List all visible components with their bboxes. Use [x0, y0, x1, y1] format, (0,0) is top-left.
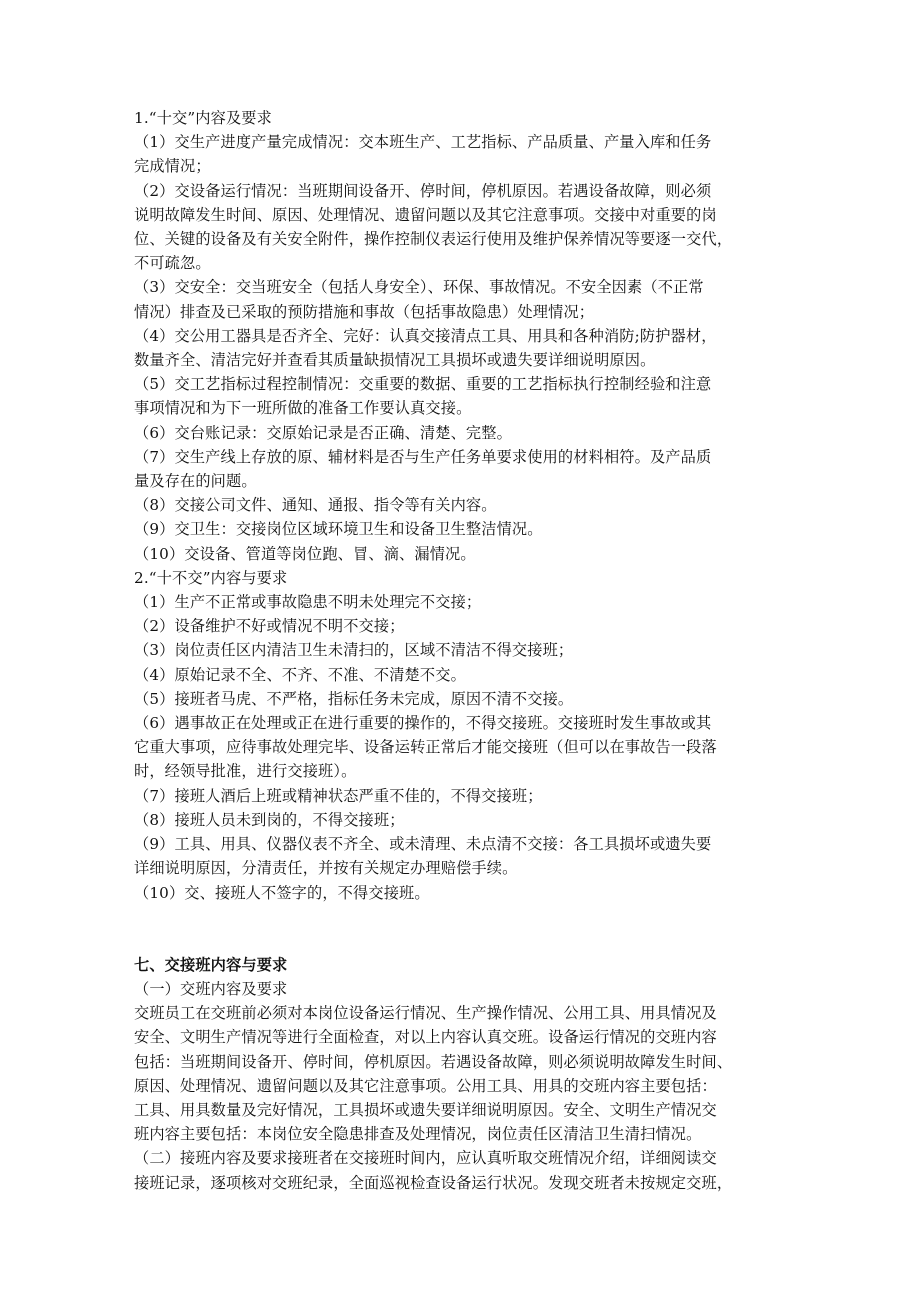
- part1-heading: 1.“十交”内容及要求: [134, 109, 272, 127]
- part1-line: 情况）排查及已采取的预防措施和事故（包括事故隐患）处理情况；: [134, 302, 595, 321]
- part1-line: （7）交生产线上存放的原、辅材料是否与生产任务单要求使用的材料相符。及产品质: [134, 447, 712, 466]
- part1-line: 位、关键的设备及有关安全附件，操作控制仪表运行使用及维护保养情况等要逐一交代，: [134, 230, 733, 249]
- section-7-line: 接班记录，逐项核对交班纪录，全面巡视检查设备运行状况。发现交班者未按规定交班，: [134, 1173, 733, 1192]
- part2-line: （1）生产不正常或事故隐患不明未处理完不交接；: [134, 593, 482, 612]
- part1-line: 不可疏忽。: [134, 254, 211, 273]
- part2-list: [134, 590, 794, 905]
- part2-line: 时，经领导批准，进行交接班）。: [134, 762, 357, 781]
- part2-line: （3）岗位责任区内清洁卫生未清扫的，区域不清洁不得交接班；: [134, 641, 574, 660]
- part1-line: 量及存在的问题。: [134, 472, 257, 491]
- part1-line: （2）交设备运行情况：当班期间设备开、停时间，停机原因。若遇设备故障，则必须: [134, 181, 712, 200]
- part2-line: （8）接班人员未到岗的，不得交接班；: [134, 810, 405, 829]
- part1-line: （9）交卫生：交接岗位区域环境卫生和设备卫生整洁情况。: [134, 520, 543, 539]
- section-7-line: 原因、处理情况、遗留问题以及其它注意事项。公用工具、用具的交班内容主要包括：: [134, 1076, 717, 1095]
- part1-line: （3）交安全：交当班安全（包括人身安全）、环保、事故情况。不安全因素（不正常: [134, 278, 704, 297]
- part2-line: （9）工具、用具、仪器仪表不齐全、或未清理、未点清不交接：各工具损坏或遗失要: [134, 835, 712, 854]
- section-7-line: 工具、用具数量及完好情况，工具损坏或遗失要详细说明原因。安全、文明生产情况交: [134, 1100, 717, 1119]
- part1-line: （5）交工艺指标过程控制情况：交重要的数据、重要的工艺指标执行控制经验和注意: [134, 375, 712, 394]
- part1-line: （10）交设备、管道等岗位跑、冒、滴、漏情况。: [134, 544, 476, 563]
- section-7-body: [134, 977, 794, 1195]
- section-7-line: 安全、文明生产情况等进行全面检查，对以上内容认真交班。设备运行情况的交班内容: [134, 1028, 717, 1047]
- part2-line: （5）接班者马虎、不严格，指标任务未完成，原因不清不交接。: [134, 689, 574, 708]
- part1-line: （4）交公用工器具是否齐全、完好：认真交接清点工具、用具和各种消防;防护器材，: [134, 326, 717, 345]
- part2-heading: 2.“十不交”内容与要求: [134, 568, 288, 587]
- part1-line: 完成情况；: [134, 157, 211, 176]
- part2-line: 它重大事项，应待事故处理完毕、设备运转正常后才能交接班（但可以在事故告一段落: [134, 738, 717, 757]
- part2-line: （7）接班人酒后上班或精神状态严重不佳的，不得交接班；: [134, 786, 543, 805]
- part2-line: 详细说明原因，分清责任，并按有关规定办理赔偿手续。: [134, 859, 518, 878]
- part1-line: 说明故障发生时间、原因、处理情况、遗留问题以及其它注意事项。交接中对重要的岗: [134, 205, 717, 224]
- part2-line: （4）原始记录不全、不齐、不准、不清楚不交。: [134, 665, 466, 684]
- part1-line: 事项情况和为下一班所做的准备工作要认真交接。: [134, 399, 472, 418]
- document-page: [134, 106, 794, 1195]
- section-7-line: （二）接班内容及要求接班者在交接班时间内，应认真听取交班情况介绍，详细阅读交: [134, 1149, 717, 1168]
- section-7-line: 班内容主要包括：本岗位安全隐患排查及处理情况，岗位责任区清洁卫生清扫情况。: [134, 1125, 702, 1144]
- part1-line: （1）交生产进度产量完成情况：交本班生产、工艺指标、产品质量、产量入库和任务: [134, 133, 712, 152]
- section-7-title: 七、交接班内容与要求: [134, 955, 288, 974]
- part1-line: （8）交接公司文件、通知、通报、指令等有关内容。: [134, 496, 497, 515]
- section-7-line: （一）交班内容及要求: [134, 979, 288, 998]
- part1-line: 数量齐全、清洁完好并查看其质量缺损情况工具损坏或遗失要详细说明原因。: [134, 351, 656, 370]
- section-7-line: 包括：当班期间设备开、停时间，停机原因。若遇设备故障，则必须说明故障发生时间、: [134, 1052, 733, 1071]
- part2-line: （10）交、接班人不签字的，不得交接班。: [134, 883, 430, 902]
- section-7-line: 交班员工在交班前必须对本岗位设备运行情况、生产操作情况、公用工具、用具情况及: [134, 1004, 717, 1023]
- part1-line: （6）交台账记录：交原始记录是否正确、清楚、完整。: [134, 423, 512, 442]
- part2-line: （6）遇事故正在处理或正在进行重要的操作的，不得交接班。交接班时发生事故或其: [134, 714, 712, 733]
- part1-list: [134, 130, 794, 566]
- part2-line: （2）设备维护不好或情况不明不交接；: [134, 617, 405, 636]
